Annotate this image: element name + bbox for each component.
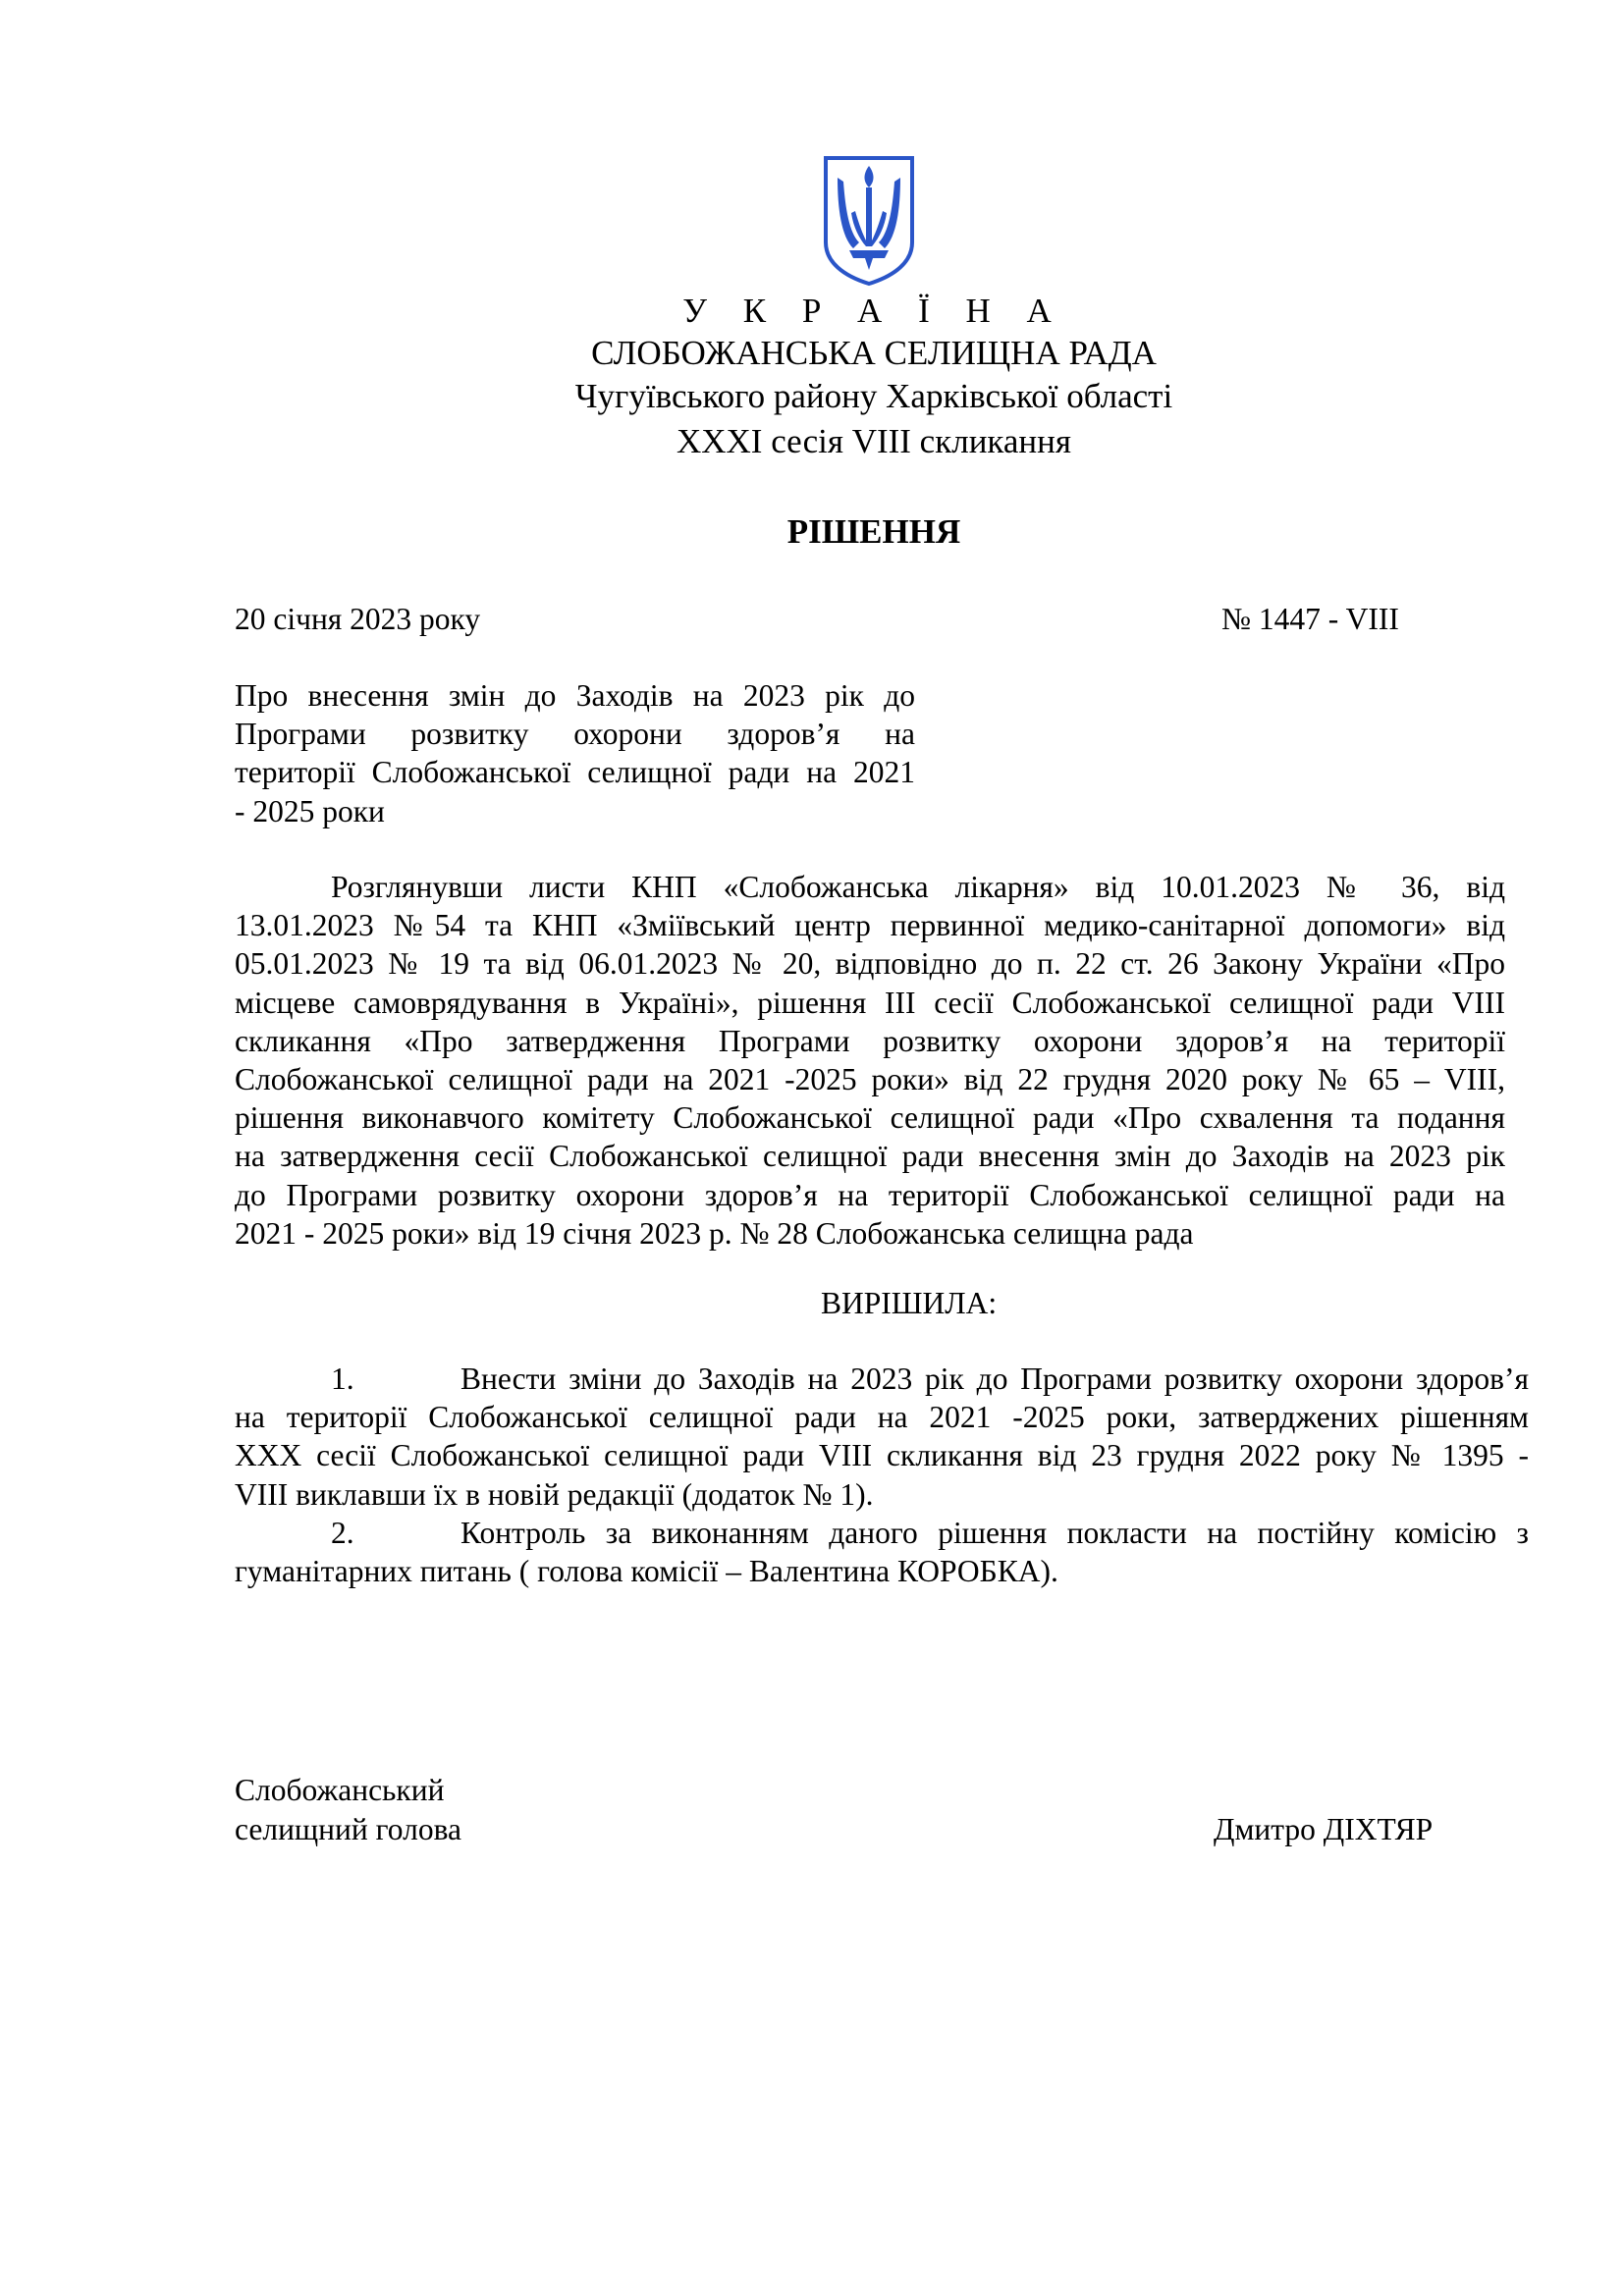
- resolved-label: ВИРІШИЛА:: [821, 1286, 998, 1320]
- subject-line: - 2025 роки: [235, 793, 385, 828]
- document-title: РІШЕННЯ: [786, 512, 961, 551]
- document-date: 20 січня 2023 року: [235, 602, 481, 636]
- preamble-line: Розглянувши листи КНП «Слобожанська лікарня» від 10.01.2023 № 36, від: [331, 870, 1505, 904]
- document-number: № 1447 - VIII: [1221, 602, 1399, 636]
- item-line: гуманітарних питань ( голова комісії – Валентина КОРОБКА).: [235, 1553, 1058, 1588]
- preamble-line: до Програми розвитку охорони здоров’я на території Слобожанської селищної ради на: [235, 1177, 1505, 1212]
- preamble-line: місцеве самоврядування в Україні», рішення ІІІ сесії Слобожанської селищної ради VIII: [235, 985, 1505, 1020]
- list-item: [235, 1514, 1529, 1552]
- trident-coat-of-arms-icon: [820, 152, 918, 290]
- signature-position-line1: Слобожанський: [235, 1773, 445, 1807]
- header-council: СЛОБОЖАНСЬКА СЕЛИЩНА РАДА: [591, 334, 1157, 372]
- header-country: У К Р А Ї Н А: [682, 292, 1065, 330]
- item-line: Внести зміни до Заходів на 2023 рік до Програми розвитку охорони здоров’я: [460, 1362, 1529, 1396]
- item-line: Контроль за виконанням даного рішення покласти на постійну комісію з: [460, 1515, 1529, 1550]
- preamble-paragraph: [235, 868, 1505, 1253]
- signatory-name: Дмитро ДІХТЯР: [1214, 1812, 1434, 1846]
- header-district: Чугуївського району Харківської області: [574, 377, 1173, 415]
- decision-items: [235, 1360, 1529, 1590]
- item-line: на території Слобожанської селищної ради на 2021 -2025 роки, затверджених рішенням: [235, 1400, 1529, 1435]
- preamble-line: 2021 - 2025 роки» від 19 січня 2023 р. № 28 Слобожанська селищна рада: [235, 1215, 1194, 1251]
- list-item: [235, 1360, 1529, 1398]
- document-subject: [235, 676, 915, 830]
- preamble-line: рішення виконавчого комітету Слобожанської селищної ради «Про схвалення та подання: [235, 1100, 1505, 1136]
- preamble-line: скликання «Про затвердження Програми розвитку охорони здоров’я на території: [235, 1023, 1505, 1058]
- subject-line: території Слобожанської селищної ради на 2021: [235, 755, 915, 790]
- header-session: XXXI сесія VIII скликання: [676, 422, 1071, 460]
- preamble-line: Слобожанської селищної ради на 2021 -2025 роки» від 22 грудня 2020 року № 65 – VIII,: [235, 1061, 1505, 1096]
- signature-position-line2: селищний голова: [235, 1812, 462, 1846]
- subject-line: Програми розвитку охорони здоров’я на: [235, 717, 915, 752]
- item-number: 2.: [331, 1515, 354, 1550]
- preamble-line: 05.01.2023 № 19 та від 06.01.2023 № 20, відповідно до п. 22 ст. 26 Закону України «Про: [235, 946, 1505, 982]
- preamble-line: на затвердження сесії Слобожанської селищної ради внесення змін до Заходів на 2023 рік: [235, 1139, 1505, 1174]
- subject-line: Про внесення змін до Заходів на 2023 рік до: [235, 678, 915, 713]
- preamble-line: 13.01.2023 №54 та КНП «Зміївський центр первинної медико-санітарної допомоги» від: [235, 908, 1505, 943]
- item-number: 1.: [331, 1362, 354, 1396]
- item-line: VIII виклавши їх в новій редакції (додаток № 1).: [235, 1476, 874, 1512]
- item-line: ХХХ сесії Слобожанської селищної ради VIII скликання від 23 грудня 2022 року № 1395 -: [235, 1438, 1529, 1473]
